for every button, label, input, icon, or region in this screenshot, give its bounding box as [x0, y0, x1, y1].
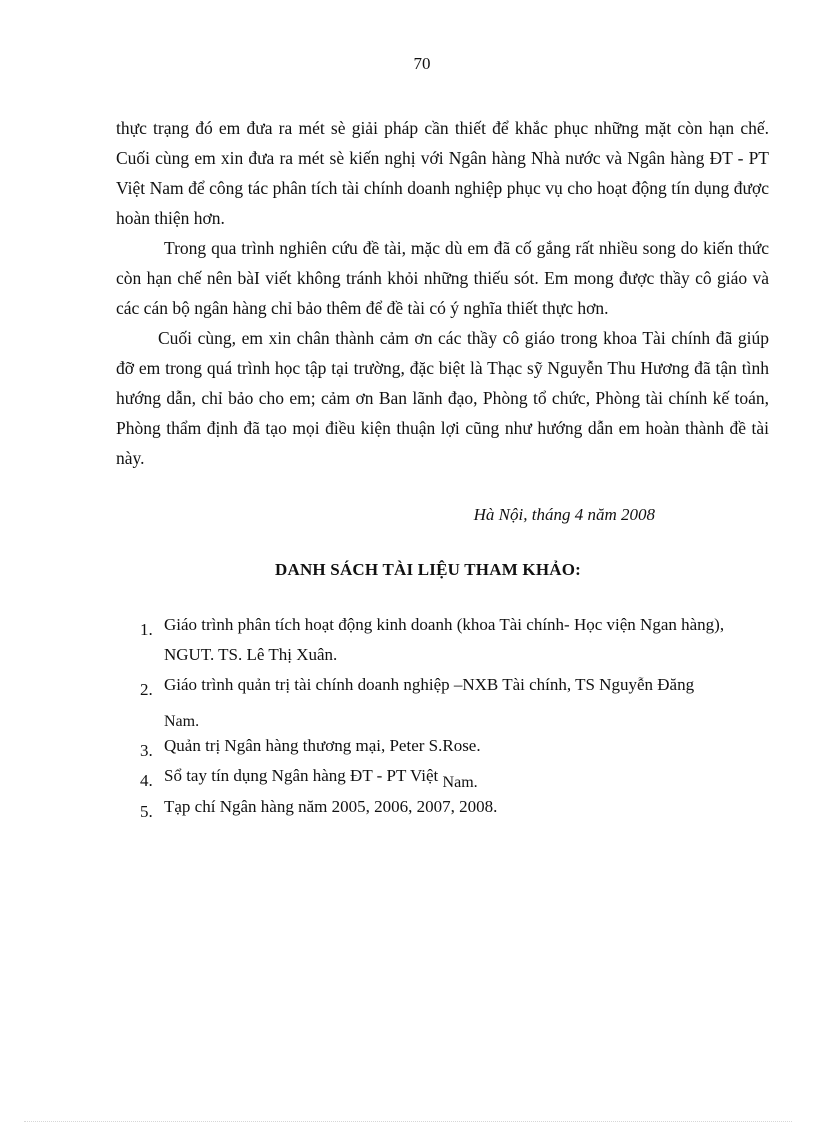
- references-list: [140, 610, 730, 822]
- paragraph-acknowledgements: Cuối cùng, em xin chân thành cảm ơn các thầy cô giáo trong khoa Tài chính đã giúp đỡ em trong quá trình học tập tại trường, đặc biệt là Thạc sỹ Nguyễn Thu Hương đã tận tình hướng dẫn, chỉ bảo cho em; cảm ơn Ban lãnh đạo, Phòng tổ chức, Phòng tài chính kế toán, Phòng thẩm định đã tạo mọi điều kiện thuận lợi cũng như hướng dẫn em hoàn thành đề tài này.: [116, 328, 769, 468]
- reference-text: Giáo trình phân tích hoạt động kinh doanh (khoa Tài chính- Học viện Ngan hàng), NGUT. TS. Lê Thị Xuân.: [164, 615, 725, 664]
- reference-number: 2.: [140, 680, 153, 699]
- reference-number: 3.: [140, 741, 153, 760]
- paragraph-intro-continuation: thực trạng đó em đưa ra mét sè giải pháp cần thiết để khắc phục những mặt còn hạn chế. Cuối cùng em xin đưa ra mét sè kiến nghị với Ngân hàng Nhà nước và Ngân hàng ĐT - PT Việt Nam để công tác phân tích tài chính doanh nghiệp phục vụ cho hoạt động tín dụng được hoàn thiện hơn.: [116, 118, 769, 228]
- reference-text: Giáo trình quản trị tài chính doanh nghiệp –NXB Tài chính, TS Nguyễn Đăng: [164, 675, 695, 694]
- paragraph-research-limitations: Trong qua trình nghiên cứu đề tài, mặc dù em đã cố gắng rất nhiều song do kiến thức còn hạn chế nên bàI viết không tránh khỏi những thiếu sót. Em mong được thầy cô giáo và các cán bộ ngân hàng chỉ bảo thêm để đề tài có ý nghĩa thiết thực hơn.: [116, 238, 769, 318]
- reference-item: [140, 792, 730, 822]
- reference-text: Sổ tay tín dụng Ngân hàng ĐT - PT Việt: [164, 766, 443, 785]
- reference-item: [140, 670, 730, 731]
- reference-item: [140, 761, 730, 792]
- reference-item: [140, 731, 730, 761]
- reference-text: Quản trị Ngân hàng thương mại, Peter S.Rose.: [164, 736, 481, 755]
- page-number: 70: [413, 54, 431, 73]
- reference-item: [140, 610, 730, 670]
- reference-number: 5.: [140, 802, 153, 821]
- reference-trailing-text: Nam.: [442, 774, 478, 791]
- body-text: [116, 113, 769, 473]
- reference-trailing-text: Nam.: [164, 713, 200, 730]
- reference-text: Tạp chí Ngân hàng năm 2005, 2006, 2007, 2008.: [164, 797, 498, 816]
- place-date-signature: Hà Nội, tháng 4 năm 2008: [473, 505, 655, 524]
- page-bottom-divider: [24, 1121, 792, 1122]
- reference-number: 1.: [140, 620, 153, 639]
- references-heading: DANH SÁCH TÀI LIỆU THAM KHẢO:: [274, 560, 581, 579]
- reference-number: 4.: [140, 771, 153, 790]
